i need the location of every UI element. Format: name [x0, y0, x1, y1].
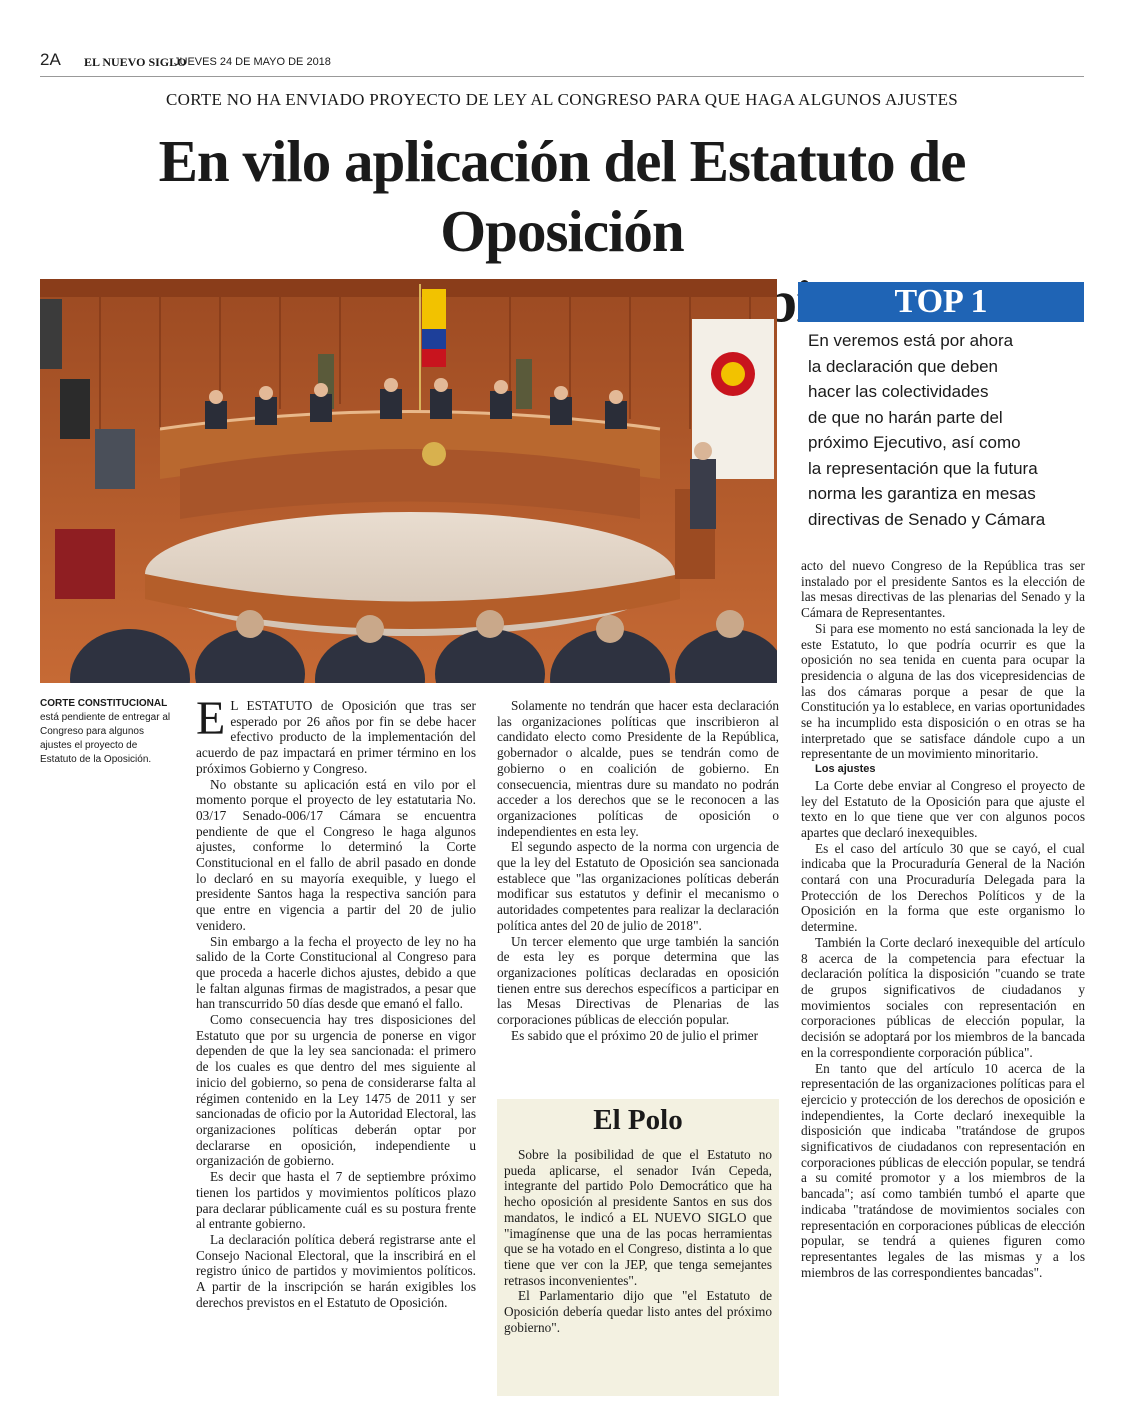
issue-date: JUEVES 24 DE MAYO DE 2018	[174, 56, 331, 68]
paragraph: Como consecuencia hay tres disposiciones del Estatuto que por su urgencia de ponerse en vigor dependen de que la ley sea sancionada: el primero de los cuales es que dentro del mes siguiente al inicio del gobierno, so pena de considerarse falta al régimen contenido en la Ley 1475 de 2011 y ser sancionadas de oficio por la Autoridad Electoral, las organizaciones políticas deberán optar por declararse en oposición, independiente u organización de gobierno.	[196, 1012, 476, 1169]
sidebar-text	[504, 1147, 772, 1335]
paragraph: Es decir que hasta el 7 de septiembre próximo tienen los partidos y movimientos políticos plazo para declarar públicamente cuál es su postura frente al entrante gobierno.	[196, 1169, 476, 1232]
kicker: CORTE NO HA ENVIADO PROYECTO DE LEY AL CONGRESO PARA QUE HAGA ALGUNOS AJUSTES	[165, 90, 959, 109]
caption-bold: CORTE CONSTITUCIONAL	[40, 698, 168, 709]
top1-line: hacer las colectividades	[808, 382, 989, 401]
paragraph: acto del nuevo Congreso de la República tras ser instalado por el presidente Santos es la elección de las mesas directivas de las plenarias del Senado y la Cámara de Representantes.	[801, 558, 1085, 621]
paragraph: Si para ese momento no está sancionada la ley de este Estatuto, lo que podría ocurrir es que la oposición no sea tenida en cuenta para ocupar la presidencia o alguna de las dos vicepresidencias de las dos cámaras porque a pesar de que la Constitución ya lo establece, en varias oportunidades se ha incumplido esta disposición o en otras se ha interpretado que se satisface dándole cupo a un representante de un movimiento minoritario.	[801, 620, 1085, 762]
top1-line: En veremos está por ahora	[808, 331, 1014, 350]
paragraph: No obstante su aplicación está en vilo por el momento porque el proyecto de ley estatutaria No. 03/17 Senado-006/17 Cámara se encuentra pendiente de que el Congreso le haga algunos ajustes, conforme lo determinó la Corte Constitucional en el fallo de abril pasado en donde lo declaró en su mayoría exequible, y luego el presidente Santos haga la respectiva sanción para que entre en vigencia a partir del 20 de julio venidero.	[196, 776, 476, 933]
top1-line: próximo Ejecutivo, así como	[808, 433, 1021, 452]
paragraph: También la Corte declaró inexequible del artículo 8 acerca de la competencia para efectuar la declaración política la disposición "cuando se trate de grupos significativos de ciudadanos y movimientos sociales con representación en corporaciones públicas de elección popular, la decisión se adoptará por los miembros de la bancada en la correspondiente corporación pública".	[801, 934, 1085, 1060]
paragraph: Es sabido que el próximo 20 de julio el primer	[511, 1027, 759, 1043]
page-number: 2A	[40, 50, 61, 69]
top1-text	[808, 328, 1088, 532]
paragraph: Solamente no tendrán que hacer esta declaración las organizaciones políticas que inscribieron al candidato electo como Presidente de la República, gobernador o alcalde, pues se tendrán como de gobierno o en coalición de gobierno. En consecuencia, mientras dure su mandato no podrán acceder a los derechos que se le reconocen a las organizaciones políticas de oposición o independientes en esta ley.	[497, 698, 779, 839]
paragraph: El segundo aspecto de la norma con urgencia de que la ley del Estatuto de Oposición sea sancionada establece que "las organizaciones políticas deberán modificar sus estatutos y definir el mecanismo o autoridades competentes para realizar la declaración política antes del 20 de julio de 2018".	[497, 839, 779, 933]
top1-line: de que no harán parte del	[808, 407, 1003, 427]
paragraph: Es el caso del artículo 30 que se cayó, el cual indicaba que la Procuraduría General de la Nación contará con una Procuraduría Delegada para la Protección de los Derechos Políticos y de la Oposición en la forma que este organismo lo determine.	[801, 840, 1085, 935]
courtroom-illustration	[40, 279, 777, 683]
article-column-2	[497, 698, 779, 1043]
header-rule	[40, 76, 1084, 77]
article-column-3	[801, 558, 1085, 1280]
sidebar-paragraph: El Parlamentario dijo que "el Estatuto de Oposición debería quedar listo antes del próximo gobierno".	[504, 1288, 772, 1335]
court-photo	[40, 279, 777, 683]
photo-caption	[40, 697, 172, 767]
article-column-1	[196, 692, 476, 1310]
lead-paragraph: E L ESTATUTO de Oposición que tras ser esperado por 26 años por fin se debe hacer efectivo producto de la implementación del acuerdo de paz impactará en primer término en los próximos Gobierno y Congreso.	[196, 692, 476, 776]
sidebar-title: El Polo	[593, 1104, 683, 1136]
subheading: Los ajustes	[815, 763, 876, 776]
top1-title: TOP 1	[894, 283, 988, 320]
sidebar-paragraph: Sobre la posibilidad de que el Estatuto no pueda aplicarse, el senador Iván Cepeda, integrante del partido Polo Democrático que ha hecho oposición al presidente Santos en sus dos mandatos, le indicó a EL NUEVO SIGLO que "imagínense que una de las pocas herramientas que se ha votado en el Congreso, distinta a lo que tiene que ver con la JEP, que tenga semejantes retrasos inconvenientes".	[504, 1147, 772, 1288]
drop-cap: E	[196, 692, 226, 745]
top1-line: la representación que la futura	[808, 458, 1038, 478]
caption-text: está pendiente de entregar al Congreso para algunos ajustes el proyecto de Estatuto de la Oposición.	[40, 712, 171, 765]
paragraph: Sin embargo a la fecha el proyecto de ley no ha salido de la Corte Constitucional al Congreso para que proceda a hacerle dichos ajustes, debido a que le faltan algunas firmas de magistrados, a pesar que han transcurrido 50 días desde que emanó el fallo.	[196, 933, 476, 1012]
paragraph: La Corte debe enviar al Congreso el proyecto de ley del Estatuto de la Oposición para que ajuste el texto en lo que tiene que ver con algunos pocos apartes que declaró inexequibles.	[801, 777, 1085, 840]
top1-line: directivas de Senado y Cámara	[808, 509, 1046, 529]
newspaper-name: EL NUEVO SIGLO	[84, 55, 187, 69]
top1-line: norma les garantiza en mesas	[808, 484, 1036, 503]
paragraph: Un tercer elemento que urge también la sanción de esta ley es porque determina que las organizaciones políticas declaradas en oposición tienen entre sus derechos específicos a participar en las Mesas Directivas de Plenarias de las corporaciones públicas de elección popular.	[497, 933, 779, 1028]
top1-line: la declaración que deben	[808, 356, 998, 376]
headline-line-1: En vilo aplicación del Estatuto de Oposición	[158, 128, 966, 264]
paragraph: La declaración política deberá registrarse ante el Consejo Nacional Electoral, que la inscribirá en el registro único de partidos y movimientos políticos. A partir de la inscripción se harán exigibles los derechos previstos en el Estatuto de Oposición.	[196, 1231, 476, 1310]
paragraph: En tanto que del artículo 10 acerca de la representación de las organizaciones políticas para el ejercicio y protección de los derechos de oposición e independientes, la Corte declaró inexequible la disposición que indicaba "tratándose de grupos significativos de ciudadanos con representación en corporaciones públicas de elección popular, se tendrá a su comité promotor y a los miembros de la bancada"; así como también tumbó el aparte que indicaba "tratándose de movimientos sociales con representación en corporaciones públicas de elección popular, se tendrá a quienes figuren como representantes legales de las mismas y a los miembros de las correspondientes bancadas".	[801, 1060, 1085, 1280]
